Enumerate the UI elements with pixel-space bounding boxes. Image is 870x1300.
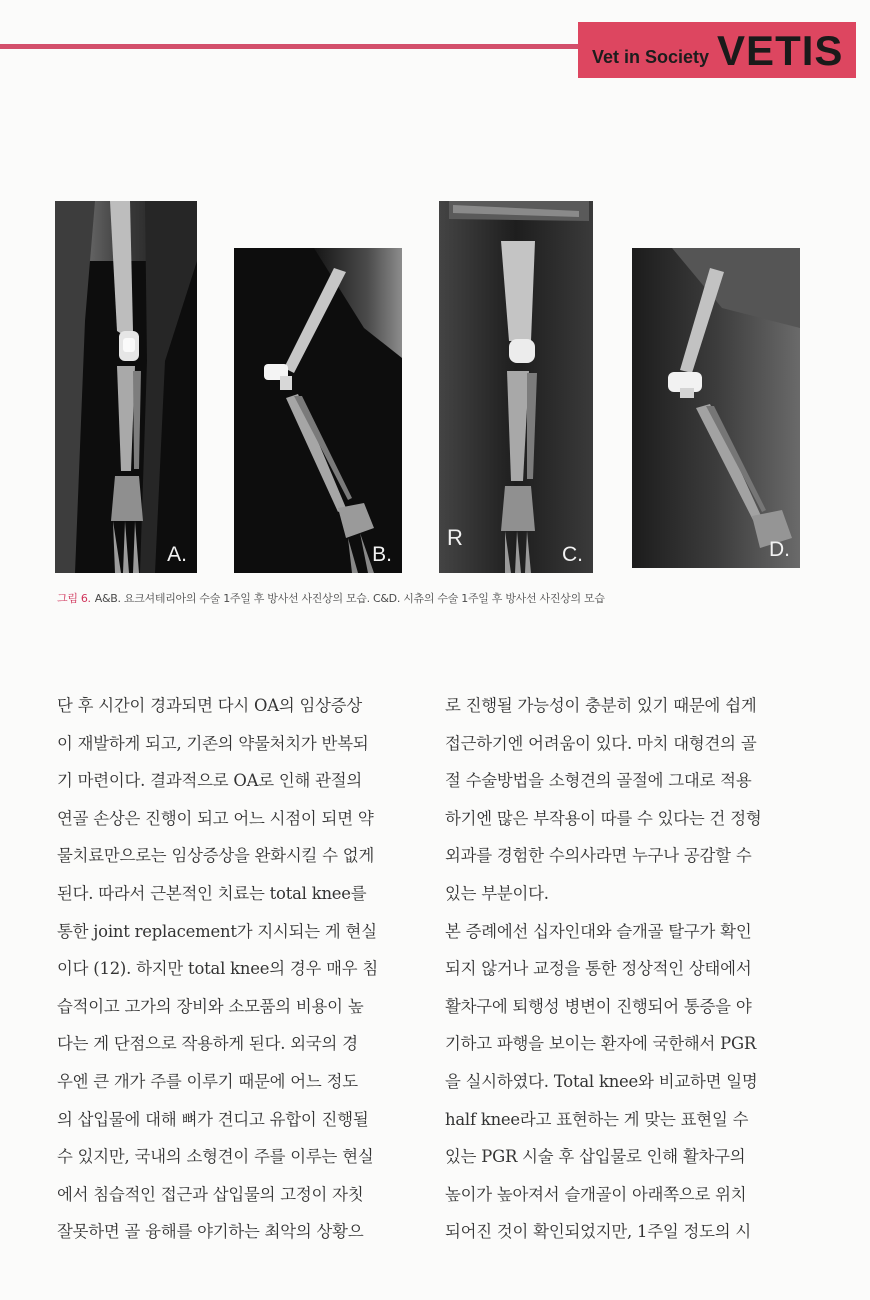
text-line: 로 진행될 가능성이 충분히 있기 때문에 쉽게 bbox=[445, 696, 757, 715]
text-line: 잘못하면 골 융해를 야기하는 최악의 상황으 bbox=[57, 1222, 364, 1242]
body-column-right bbox=[445, 687, 803, 1251]
text-line: 물치료만으로는 임상증상을 완화시킬 수 없게 bbox=[57, 846, 375, 866]
xray-panel-c bbox=[439, 201, 593, 573]
text-line: 외과를 경험한 수의사라면 누구나 공감할 수 bbox=[445, 846, 752, 866]
text-line: 기하고 파행을 보이는 환자에 국한해서 PGR bbox=[445, 1034, 757, 1054]
text-line: 통한 joint replacement가 지시되는 게 현실 bbox=[57, 921, 377, 941]
section-subtitle: Vet in Society bbox=[592, 47, 710, 67]
xray-panel-b bbox=[234, 248, 402, 573]
text-line: 을 실시하였다. Total knee와 비교하면 일명 bbox=[445, 1071, 758, 1091]
text-line: 이 재발하게 되고, 기존의 약물처치가 반복되 bbox=[57, 733, 369, 753]
caption-text: A&B. 요크셔테리아의 수술 1주일 후 방사선 사진상의 모습. C&D. 시츄의 수술 1주일 후 방사선 사진상의 모습 bbox=[94, 592, 605, 605]
text-line: 접근하기엔 어려움이 있다. 마치 대형견의 골 bbox=[445, 733, 757, 753]
panel-label-c: C. bbox=[562, 543, 583, 566]
text-line: 있는 PGR 시술 후 삽입물로 인해 활차구의 bbox=[445, 1147, 746, 1167]
text-line: half knee라고 표현하는 게 맞는 표현일 수 bbox=[445, 1109, 749, 1129]
text-line: 되지 않거나 교정을 통한 정상적인 상태에서 bbox=[445, 959, 752, 979]
text-line: 활차구에 퇴행성 병변이 진행되어 통증을 야 bbox=[445, 996, 752, 1016]
header-rule bbox=[0, 44, 600, 49]
text-line: 된다. 따라서 근본적인 치료는 total knee를 bbox=[57, 883, 367, 903]
text-line: 본 증례에선 십자인대와 슬개골 탈구가 확인 bbox=[445, 921, 752, 941]
text-line: 되어진 것이 확인되었지만, 1주일 정도의 시 bbox=[445, 1222, 752, 1242]
text-line: 에서 침습적인 접근과 삽입물의 고정이 자칫 bbox=[57, 1184, 364, 1204]
text-line: 기 마련이다. 결과적으로 OA로 인해 관절의 bbox=[57, 771, 363, 791]
text-line: 수 있지만, 국내의 소형견이 주를 이루는 현실 bbox=[57, 1147, 374, 1167]
text-line: 우엔 큰 개가 주를 이루기 때문에 어느 정도 bbox=[57, 1071, 358, 1091]
text-line: 습적이고 고가의 장비와 소모품의 비용이 높 bbox=[57, 996, 364, 1016]
xray-panel-d bbox=[632, 248, 800, 568]
side-marker-r: R bbox=[447, 525, 463, 550]
section-banner bbox=[578, 22, 856, 78]
body-column-left bbox=[57, 687, 415, 1251]
panel-label-b: B. bbox=[372, 543, 392, 566]
figure-caption bbox=[57, 590, 837, 606]
section-brand: VETIS bbox=[717, 27, 844, 74]
xray-panel-a bbox=[55, 201, 197, 573]
text-line: 높이가 높아져서 슬개골이 아래쪽으로 위치 bbox=[445, 1184, 747, 1204]
text-line: 하기엔 많은 부작용이 따를 수 있다는 건 정형 bbox=[445, 808, 762, 828]
text-line: 이다 (12). 하지만 total knee의 경우 매우 침 bbox=[57, 959, 379, 979]
text-line: 절 수술방법을 소형견의 골절에 그대로 적용 bbox=[445, 771, 752, 791]
text-line: 있는 부분이다. bbox=[445, 883, 549, 903]
panel-label-d: D. bbox=[769, 538, 790, 561]
text-line: 다는 게 단점으로 작용하게 된다. 외국의 경 bbox=[57, 1034, 358, 1054]
text-line: 단 후 시간이 경과되면 다시 OA의 임상증상 bbox=[57, 696, 363, 715]
text-line: 연골 손상은 진행이 되고 어느 시점이 되면 약 bbox=[57, 808, 374, 828]
text-line: 의 삽입물에 대해 뼈가 견디고 유합이 진행될 bbox=[57, 1109, 369, 1129]
caption-label: 그림 6. bbox=[57, 592, 91, 605]
panel-label-a: A. bbox=[167, 543, 187, 566]
